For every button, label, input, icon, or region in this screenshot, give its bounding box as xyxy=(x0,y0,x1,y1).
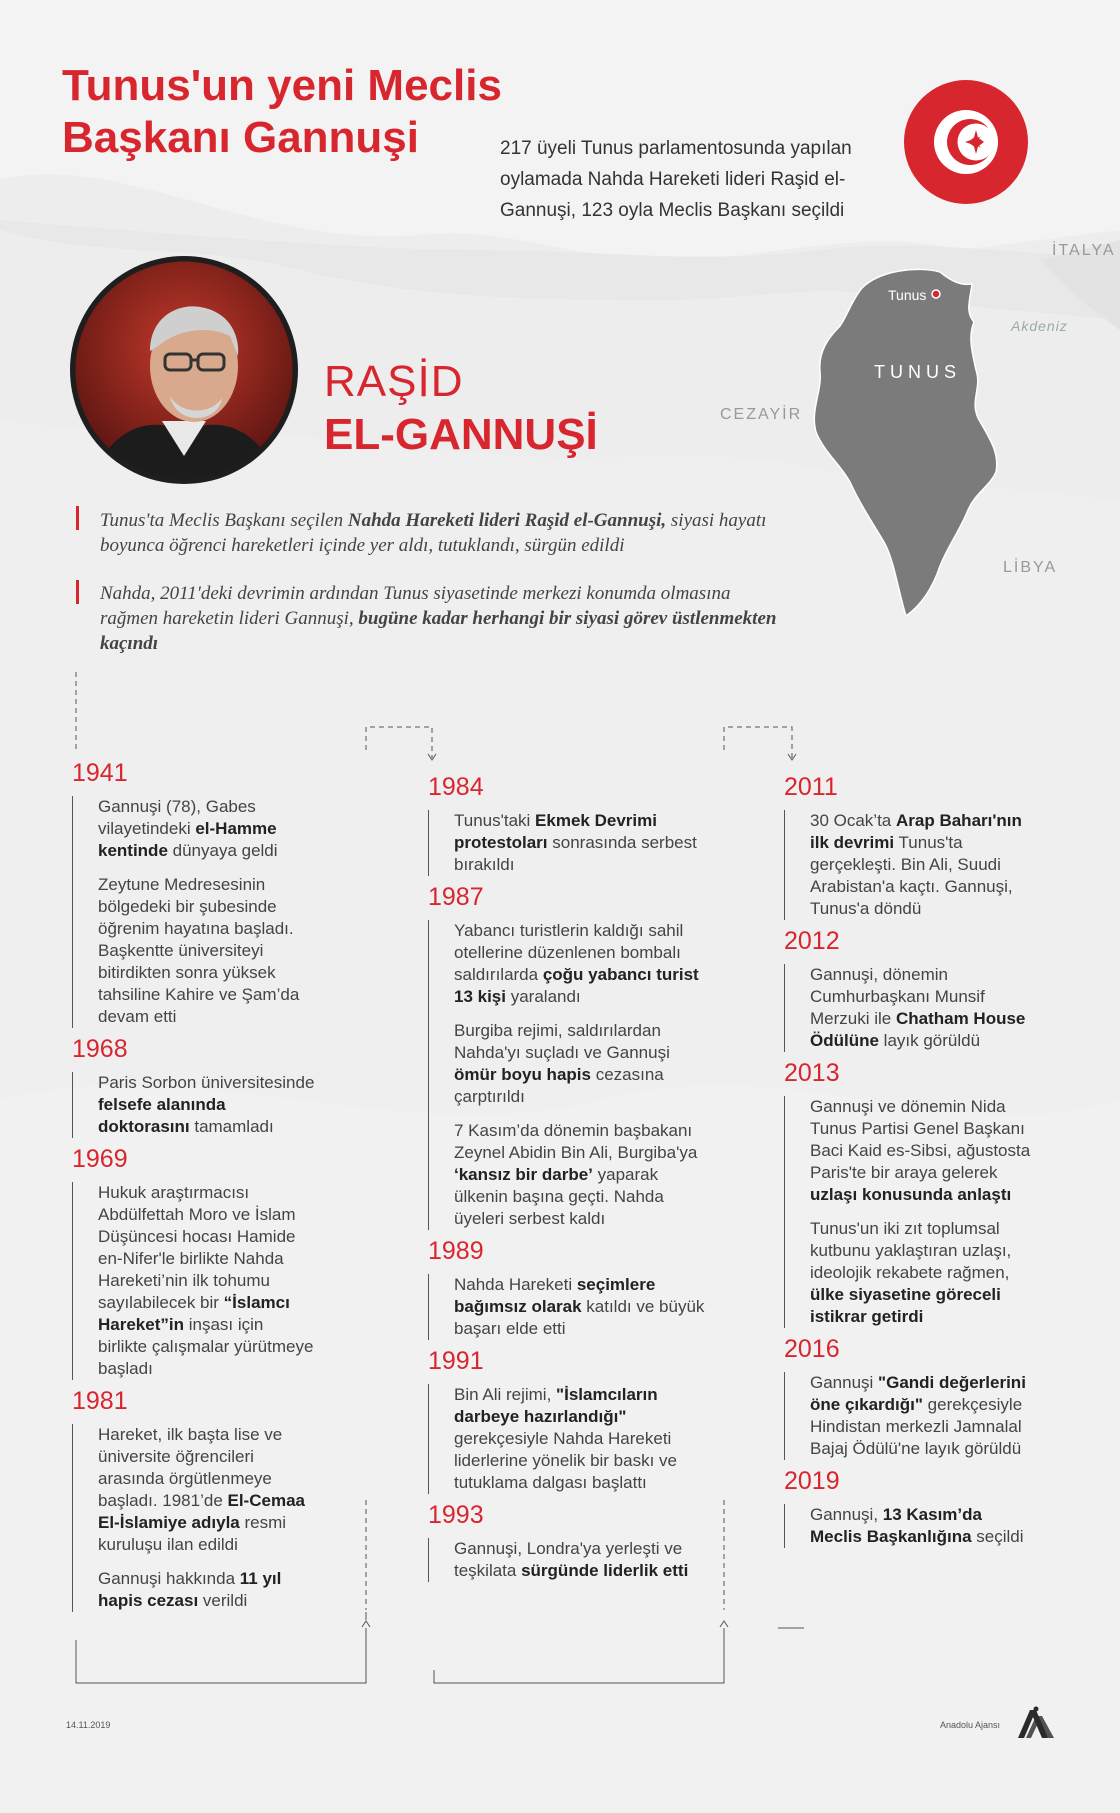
timeline-paragraph xyxy=(810,1096,1034,1206)
highlight-text: ‘kansız bir darbe’ xyxy=(454,1165,593,1184)
timeline-paragraph xyxy=(98,1182,317,1380)
text-run: Gannuşi, xyxy=(810,1505,883,1524)
timeline-column-3 xyxy=(784,772,1034,1554)
page-title xyxy=(62,60,502,164)
highlight-text: “İslamcı Hareket”in xyxy=(98,1293,290,1334)
highlight-text: sürgünde liderlik etti xyxy=(521,1561,689,1580)
text-run: 7 Kasım’da dönemin başbakanı Zeynel Abidin Bin Ali, Burgiba'ya xyxy=(454,1121,698,1162)
map-label-akdeniz: Akdeniz xyxy=(1011,318,1068,334)
highlight-text: felsefe alanında doktorasını xyxy=(98,1095,226,1136)
timeline-entry-2013 xyxy=(784,1058,1034,1328)
timeline-entry-body xyxy=(428,1538,708,1582)
timeline-year: 1941 xyxy=(72,759,128,787)
timeline-paragraph xyxy=(810,1218,1034,1328)
text-run: Yabancı turistlerin kaldığı sahil otellerine düzenlenen bombalı saldırılarda xyxy=(454,921,684,984)
text-run: Gannuşi, dönemin Cumhurbaşkanı Munsif Merzuki ile xyxy=(810,965,985,1028)
text-run: Tunus'ta gerçekleşti. Bin Ali, Suudi Arabistan'a kaçtı. Gannuşi, Tunus'a döndü xyxy=(810,833,1013,918)
highlight-text: ülke siyasetine göreceli istikrar getirdi xyxy=(810,1285,1001,1326)
highlight-text: 11 yıl hapis cezası xyxy=(98,1569,282,1610)
text-run: layık görüldü xyxy=(878,1031,981,1050)
timeline-year: 1984 xyxy=(428,773,484,801)
highlight-text: uzlaşı konusunda anlaştı xyxy=(810,1185,1012,1204)
text-run: Hukuk araştırmacısı Abdülfettah Moro ve İslam Düşüncesi hocası Hamide en-Nifer'le birlikte Nahda Hareketi’nin ilk tohumu sayılabilecek bir xyxy=(98,1183,296,1312)
anadolu-agency-logo-icon xyxy=(1016,1706,1056,1740)
title-line-1: Tunus'un yeni Meclis xyxy=(62,61,502,110)
timeline-year: 1993 xyxy=(428,1501,484,1529)
highlight-text: El-Cemaa El-İslamiye adıyla xyxy=(98,1491,305,1532)
text-run: 30 Ocak’ta xyxy=(810,811,896,830)
text-run: Hareket, ilk başta lise ve üniversite öğrencileri arasında örgütlenmeye başladı. 1981’de xyxy=(98,1425,283,1510)
timeline-entry-1989 xyxy=(428,1236,708,1340)
portrait-photo xyxy=(70,256,298,484)
timeline-entry-body xyxy=(784,1096,1034,1328)
intro-text: 217 üyeli Tunus parlamentosunda yapılan oylamada Nahda Hareketi lideri Raşid el-Gannuşi, 123 oyla Meclis Başkanı seçildi xyxy=(500,138,852,221)
highlight-text: "Gandi değerlerini öne çıkardığı" xyxy=(810,1373,1026,1414)
timeline-entry-1968 xyxy=(72,1034,317,1138)
text-run: siyasi hayatı boyunca öğrenci hareketleri içinde yer aldı, tutuklandı, sürgün edildi xyxy=(100,510,767,556)
timeline-paragraph xyxy=(810,1372,1034,1460)
timeline-paragraph xyxy=(454,1384,708,1494)
description-paragraph-1 xyxy=(100,508,780,558)
description-accent-bar xyxy=(76,580,79,604)
text-run: Gannuşi (78), Gabes vilayetindeki xyxy=(98,797,256,838)
timeline-paragraph xyxy=(98,1568,317,1612)
text-run: Nahda, 2011'deki devrimin ardından Tunus siyasetinde merkezi konumda olmasına rağmen hareketin lideri Gannuşi, xyxy=(100,583,731,629)
timeline-entry-body xyxy=(428,1274,708,1340)
timeline-entry-body xyxy=(784,810,1034,920)
map-label-cezayir: CEZAYİR xyxy=(720,406,803,423)
map-label-libya: LİBYA xyxy=(1003,559,1058,576)
timeline-paragraph xyxy=(98,874,317,1028)
text-run: resmi kuruluşu ilan edildi xyxy=(98,1513,287,1554)
timeline-entry-1984 xyxy=(428,772,708,876)
map-label-tunus-country: TUNUS xyxy=(874,362,961,382)
timeline-year: 1969 xyxy=(72,1145,128,1173)
profile-name-last: EL-GANNUŞİ xyxy=(324,410,598,459)
timeline-entry-1991 xyxy=(428,1346,708,1494)
highlight-text: Nahda Hareketi lideri Raşid el-Gannuşi, xyxy=(347,510,667,531)
text-run: Gannuşi xyxy=(810,1373,879,1392)
text-run: gerekçesiyle Hindistan merkezli Jamnalal Bajaj Ödülü'ne layık görüldü xyxy=(810,1395,1023,1458)
text-run: katıldı ve büyük başarı elde etti xyxy=(454,1297,705,1338)
timeline-paragraph xyxy=(810,964,1034,1052)
profile-name-first: RAŞİD xyxy=(324,357,464,406)
timeline-paragraph xyxy=(98,796,317,862)
timeline-year: 2016 xyxy=(784,1335,840,1363)
text-run: Tunus'un iki zıt toplumsal kutbunu yaklaştıran uzlaşı, ideolojik rekabete rağmen, xyxy=(810,1219,1012,1282)
timeline-paragraph xyxy=(454,1020,708,1108)
text-run: dünyaya geldi xyxy=(167,841,278,860)
highlight-text: "İslamcıların darbeye hazırlandığı" xyxy=(454,1385,658,1426)
timeline-year: 1989 xyxy=(428,1237,484,1265)
timeline-year: 1991 xyxy=(428,1347,484,1375)
timeline-entry-body xyxy=(784,1504,1034,1548)
description-paragraph-2 xyxy=(100,581,780,656)
timeline-paragraph xyxy=(454,810,708,876)
title-line-2: Başkanı Gannuşi xyxy=(62,113,420,162)
text-run: inşası için birlikte çalışmalar yürütmeye başladı xyxy=(98,1315,314,1378)
timeline-paragraph xyxy=(810,1504,1034,1548)
highlight-text: el-Hamme kentinde xyxy=(98,819,277,860)
text-run: Zeytune Medresesinin bölgedeki bir şubesinde öğrenim hayatına başladı. Başkentte üniversiteyi bitirdikten sonra yüksek tahsiline Kahire ve Şam’da devam etti xyxy=(98,875,300,1026)
timeline-entry-2011 xyxy=(784,772,1034,920)
text-run: cezasına çarptırıldı xyxy=(454,1065,664,1106)
timeline-entry-1987 xyxy=(428,882,708,1230)
timeline-entry-body xyxy=(784,964,1034,1052)
timeline-paragraph xyxy=(454,920,708,1008)
timeline-year: 2011 xyxy=(784,773,838,801)
timeline-year: 1987 xyxy=(428,883,484,911)
timeline-year: 2013 xyxy=(784,1059,840,1087)
timeline-paragraph xyxy=(454,1120,708,1230)
timeline-paragraph xyxy=(810,810,1034,920)
map-label-tunus-city: Tunus xyxy=(888,287,927,303)
text-run: yaparak ülkenin başına geçti. Nahda üyeleri serbest kaldı xyxy=(454,1165,664,1228)
text-run: verildi xyxy=(198,1591,248,1610)
text-run: Burgiba rejimi, saldırılardan Nahda'yı suçladı ve Gannuşi xyxy=(454,1021,670,1062)
text-run: tamamladı xyxy=(189,1117,274,1136)
timeline-entry-1993 xyxy=(428,1500,708,1582)
timeline-entry-body xyxy=(428,920,708,1230)
timeline-paragraph xyxy=(454,1538,708,1582)
timeline-entry-body xyxy=(428,1384,708,1494)
timeline-paragraph xyxy=(98,1072,317,1138)
highlight-text: Ekmek Devrimi protestoları xyxy=(454,811,657,852)
text-run: gerekçesiyle Nahda Hareketi liderlerine yönelik bir baskı ve tutuklama dalgası başlattı xyxy=(454,1429,677,1492)
timeline-entry-2016 xyxy=(784,1334,1034,1460)
text-run: Tunus'ta Meclis Başkanı seçilen xyxy=(100,510,348,531)
timeline-year: 2012 xyxy=(784,927,840,955)
footer-agency: Anadolu Ajansı xyxy=(940,1720,1001,1730)
text-run: Nahda Hareketi xyxy=(454,1275,577,1294)
text-run: Tunus'taki xyxy=(454,811,536,830)
timeline-year: 1968 xyxy=(72,1035,128,1063)
timeline-entry-body xyxy=(72,1072,317,1138)
timeline-entry-2012 xyxy=(784,926,1034,1052)
timeline-entry-1941 xyxy=(72,758,317,1028)
tunisia-map xyxy=(800,260,1020,620)
highlight-text: bugüne kadar herhangi bir siyasi görev üstlenmekten kaçındı xyxy=(100,608,777,654)
timeline-entry-body xyxy=(72,1424,317,1612)
highlight-text: ömür boyu hapis xyxy=(454,1065,591,1084)
text-run: yaralandı xyxy=(506,987,581,1006)
timeline-year: 1981 xyxy=(72,1387,128,1415)
text-run: Gannuşi hakkında xyxy=(98,1569,240,1588)
timeline-entry-body xyxy=(72,1182,317,1380)
timeline-entry-1969 xyxy=(72,1144,317,1380)
description-accent-bar xyxy=(76,506,79,530)
timeline-entry-2019 xyxy=(784,1466,1034,1548)
text-run: sonrasında serbest bırakıldı xyxy=(454,833,697,874)
timeline-column-1 xyxy=(72,758,317,1618)
timeline-entry-body xyxy=(428,810,708,876)
highlight-text: çoğu yabancı turist 13 kişi xyxy=(454,965,699,1006)
tunisia-flag-icon xyxy=(904,80,1028,204)
highlight-text: 13 Kasım’da Meclis Başkanlığına xyxy=(810,1505,982,1546)
highlight-text: Arap Baharı'nın ilk devrimi xyxy=(810,811,1022,852)
text-run: Gannuşi ve dönemin Nida Tunus Partisi Genel Başkanı Baci Kaid es-Sibsi, ağustosta Paris'te bir araya gelerek xyxy=(810,1097,1031,1182)
timeline-column-2 xyxy=(428,772,708,1588)
timeline-paragraph xyxy=(98,1424,317,1556)
footer-date: 14.11.2019 xyxy=(66,1720,111,1730)
text-run: Gannuşi, Londra'ya yerleşti ve teşkilata xyxy=(454,1539,683,1580)
timeline-year: 2019 xyxy=(784,1467,840,1495)
text-run: seçildi xyxy=(971,1527,1024,1546)
timeline-entry-body xyxy=(784,1372,1034,1460)
text-run: Bin Ali rejimi, xyxy=(454,1385,557,1404)
timeline-entry-body xyxy=(72,796,317,1028)
timeline-entry-1981 xyxy=(72,1386,317,1612)
text-run: Paris Sorbon üniversitesinde xyxy=(98,1073,315,1092)
highlight-text: seçimlere bağımsız olarak xyxy=(454,1275,656,1316)
highlight-text: Chatham House Ödülüne xyxy=(810,1009,1026,1050)
map-label-italya: İTALYA xyxy=(1052,242,1116,259)
timeline-paragraph xyxy=(454,1274,708,1340)
